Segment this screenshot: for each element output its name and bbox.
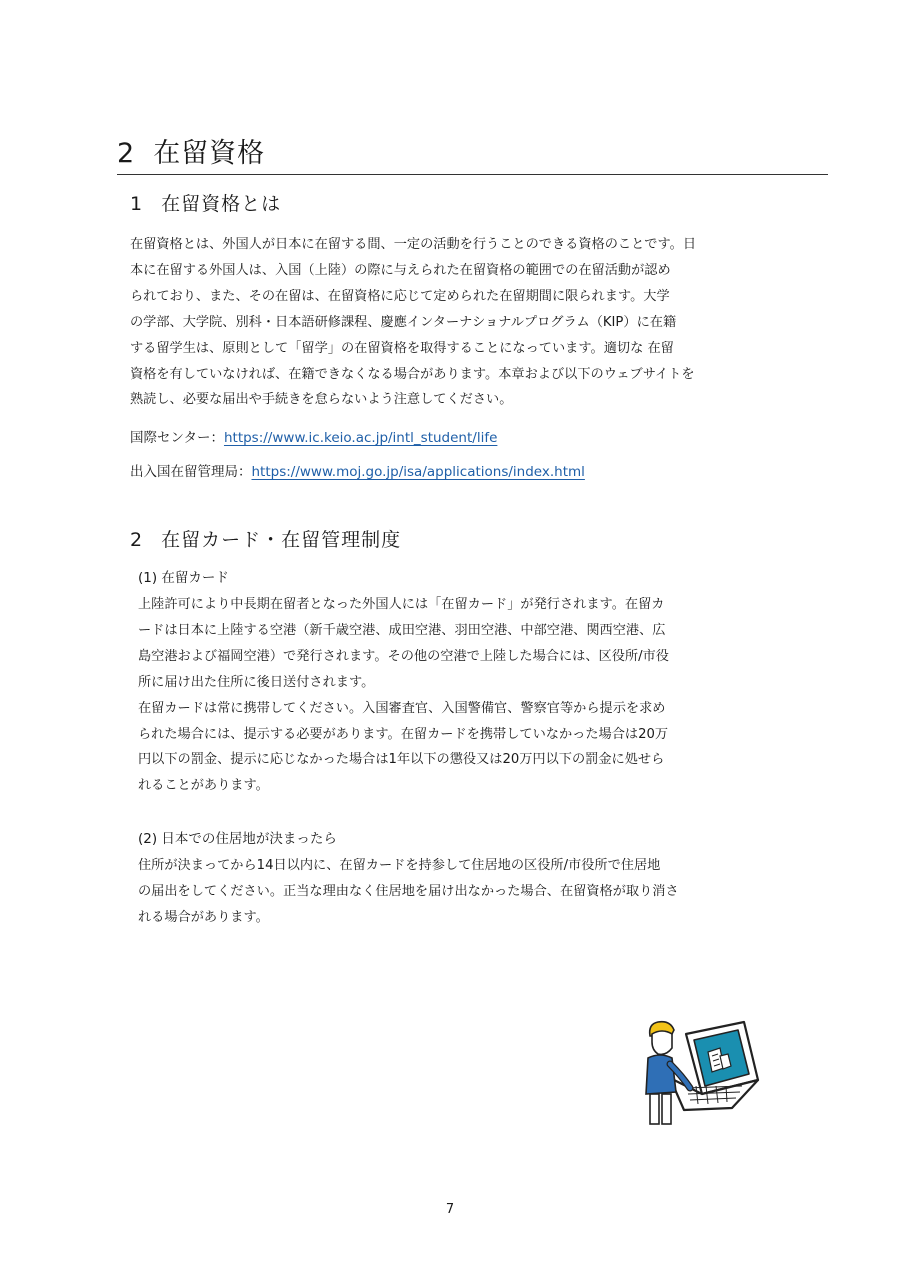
body-line: 在留資格とは、外国人が日本に在留する間、一定の活動を行うことのできる資格のことです。日: [130, 237, 697, 252]
body-line: の学部、大学院、別科・日本語研修課程、慶應インターナショナルプログラム（KIP）に在籍: [130, 314, 677, 330]
body-line: 在留カードは常に携帯してください。入国審査官、入国警備官、警察官等から提示を求め: [138, 700, 666, 716]
section-1-number: 1: [130, 193, 144, 215]
body-line: れる場合があります。: [138, 909, 269, 925]
chapter-number: 2: [117, 138, 136, 169]
immigration-bureau-link-row: [130, 460, 585, 484]
person-laptop-icon: [636, 1016, 766, 1128]
chapter-title-text: 在留資格: [153, 138, 266, 169]
intl-center-link[interactable]: https://www.ic.keio.ac.jp/intl_student/life: [223, 430, 498, 446]
body-line: 上陸許可により中長期在留者となった外国人には「在留カード」が発行されます。在留カ: [138, 597, 665, 612]
body-line: 住所が決まってから14日以内に、在留カードを持参して住居地の区役所/市役所で住居地: [138, 858, 661, 873]
body-line: 熟読し、必要な届出や手続きを怠らないよう注意してください。: [130, 392, 513, 408]
section-2-heading: [130, 526, 401, 554]
intl-center-link-row: [130, 426, 497, 450]
residence-card-body: [138, 592, 669, 799]
section-2-title: 在留カード・在留管理制度: [161, 529, 402, 551]
body-line: れることがあります。: [138, 778, 269, 794]
body-line: 本に在留する外国人は、入国（上陸）の際に与えられた在留資格の範囲での在留活動が認め: [130, 262, 671, 278]
section-1-title: 在留資格とは: [161, 193, 282, 215]
body-line: られた場合には、提示する必要があります。在留カードを携帯していなかった場合は20万: [138, 726, 669, 742]
immigration-bureau-link[interactable]: https://www.moj.go.jp/isa/applications/index.html: [251, 464, 585, 480]
section-1-body: [130, 232, 696, 413]
page-number: 7: [445, 1202, 455, 1217]
chapter-title: [117, 134, 828, 175]
residence-address-subheading: (2) 日本での住居地が決まったら: [138, 831, 337, 847]
body-line: られており、また、その在留は、在留資格に応じて定められた在留期間に限られます。大学: [130, 288, 670, 304]
body-line: 円以下の罰金、提示に応じなかった場合は1年以下の懲役又は20万円以下の罰金に処せら: [138, 752, 665, 768]
intl-center-label: 国際センター：: [130, 430, 224, 446]
section-1-heading: [130, 190, 281, 218]
body-line: 島空港および福岡空港）で発行されます。その他の空港で上陸した場合には、区役所/市役: [138, 648, 669, 664]
immigration-bureau-label: 出入国在留管理局：: [130, 464, 252, 480]
body-line: の届出をしてください。正当な理由なく住居地を届け出なかった場合、在留資格が取り消さ: [138, 883, 679, 899]
body-line: 資格を有していなければ、在籍できなくなる場合があります。本章および以下のウェブサイトを: [130, 366, 695, 382]
body-line: ードは日本に上陸する空港（新千歳空港、成田空港、羽田空港、中部空港、関西空港、広: [138, 622, 666, 638]
residence-card-subheading: (1) 在留カード: [138, 570, 229, 586]
person-with-laptop-illustration: [636, 1016, 766, 1128]
section-2-number: 2: [130, 529, 144, 551]
body-line: する留学生は、原則として「留学」の在留資格を取得することになっています。適切な 在留: [130, 340, 674, 356]
body-line: 所に届け出た住所に後日送付されます。: [138, 674, 375, 690]
residence-address-body: [138, 853, 679, 931]
